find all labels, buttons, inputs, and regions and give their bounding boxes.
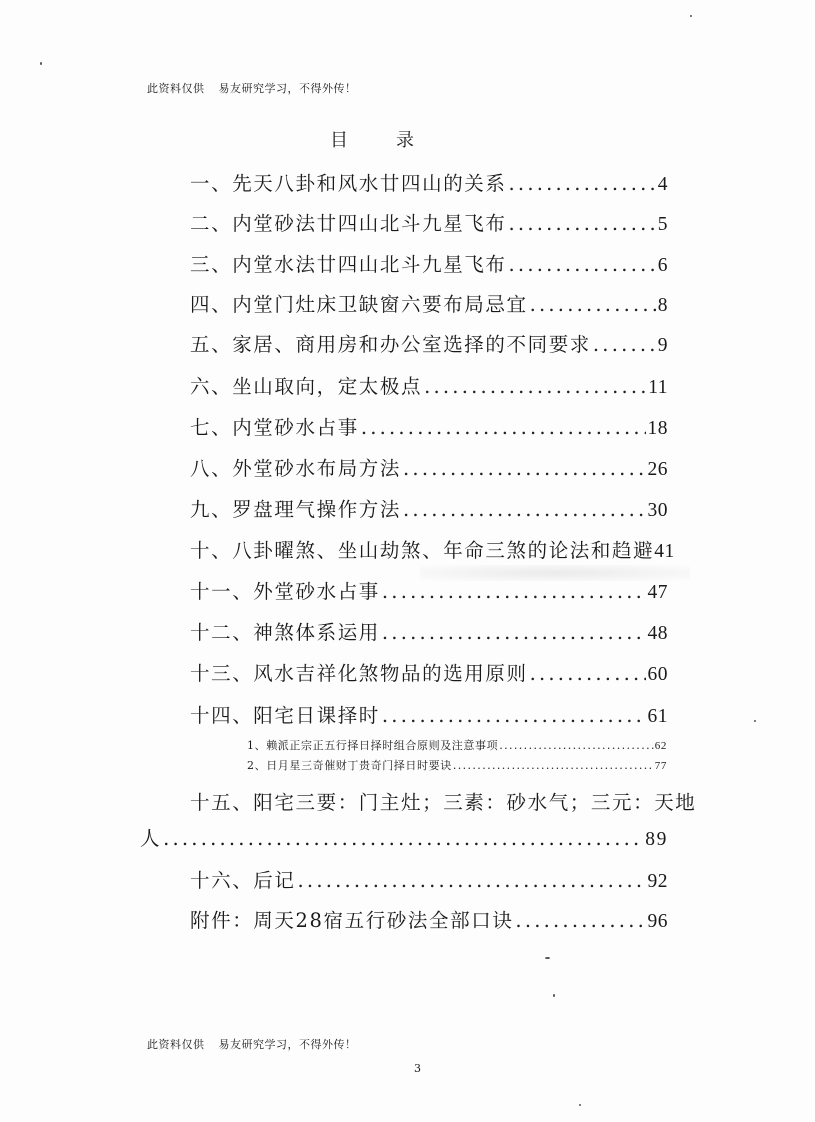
leader-dots (509, 212, 656, 235)
leader-dots (382, 621, 646, 644)
toc-entry[interactable] (190, 576, 668, 604)
toc-entry-page: 9 (657, 335, 668, 356)
leader-dots (298, 869, 646, 892)
toc-sub-entry[interactable] (247, 757, 667, 773)
toc-entry-page: 5 (657, 214, 668, 235)
toc-sub-entry[interactable] (247, 737, 667, 753)
leader-dots (424, 375, 646, 398)
footer-note-right: 易友研究学习，不得外传！ (218, 1038, 357, 1051)
toc-entry-label: 十一、外堂砂水占事 (190, 580, 380, 603)
leader-dots (361, 416, 646, 439)
leader-dots (453, 759, 654, 772)
leader-dots (530, 293, 656, 316)
scan-speck (545, 957, 550, 959)
leader-dots (382, 580, 646, 603)
leader-dots (593, 333, 656, 356)
scan-speck (754, 720, 756, 722)
toc-entry[interactable] (190, 865, 668, 893)
leader-dots (499, 739, 654, 752)
toc-title-part2: 录 (396, 130, 414, 151)
toc-entry[interactable] (190, 658, 668, 686)
toc-entry-label: 十六、后记 (190, 869, 296, 892)
toc-appendix[interactable] (190, 905, 668, 933)
toc-entry-page: 4 (657, 174, 668, 195)
header-note-left: 此资料仅供 (147, 82, 205, 95)
toc-entry-label: 十三、风水吉祥化煞物品的选用原则 (190, 662, 528, 685)
toc-entry-label: 六、坐山取向，定太极点 (190, 375, 423, 398)
header-note-right: 易友研究学习，不得外传！ (218, 82, 357, 95)
leader-dots (403, 498, 645, 521)
toc-entry[interactable] (190, 453, 668, 481)
footer-note (147, 1036, 357, 1052)
leader-dots (509, 253, 656, 276)
toc-entry[interactable] (190, 700, 668, 728)
toc-entry-page: 41 (654, 541, 675, 562)
leader-dots (515, 909, 645, 932)
toc-entry-page: 48 (647, 623, 668, 644)
toc-entry-label: 四、内堂门灶床卫缺窗六要布局忌宜 (190, 293, 528, 316)
toc-entry[interactable] (190, 329, 668, 357)
leader-dots (403, 457, 645, 480)
toc-entry[interactable] (190, 535, 690, 563)
toc-entry-label: 一、先天八卦和风水廿四山的关系 (190, 172, 507, 195)
toc-entry-label: 九、罗盘理气操作方法 (190, 498, 402, 521)
scan-speck (553, 994, 555, 997)
scan-speck (579, 1104, 581, 1106)
toc-entry-label: 七、内堂砂水占事 (190, 416, 359, 439)
toc-sub-entry-label: 2、日月星三奇催财丁贵奇门择日时要诀 (247, 759, 452, 772)
scan-speck (40, 62, 42, 65)
toc-entry-label: 十、八卦曜煞、坐山劫煞、年命三煞的论法和趋避 (190, 539, 655, 562)
toc-entry[interactable] (190, 371, 668, 399)
leader-dots (530, 662, 646, 685)
leader-dots (382, 704, 646, 727)
toc-entry-page: 30 (647, 500, 668, 521)
toc-entry[interactable] (190, 208, 668, 236)
toc-entry-page: 11 (648, 377, 668, 398)
toc-entry[interactable] (190, 249, 668, 277)
footer-note-left: 此资料仅供 (147, 1038, 205, 1051)
header-note (147, 80, 357, 96)
toc-entry[interactable] (190, 494, 668, 522)
toc-sub-entry-page: 62 (654, 740, 667, 752)
toc-entry-label: 十二、神煞体系运用 (190, 621, 380, 644)
scan-speck (690, 15, 692, 17)
toc-entry-page: 18 (647, 418, 668, 439)
toc-entry-page: 26 (647, 459, 668, 480)
toc-entry[interactable] (190, 168, 668, 196)
toc-entry-15-line1[interactable]: 十五、阳宅三要：门主灶；三素：砂水气；三元：天地 (190, 791, 697, 814)
toc-entry-page: 61 (647, 706, 668, 727)
toc-entry-label: 二、内堂砂法廿四山北斗九星飞布 (190, 212, 507, 235)
toc-entry-label: 附件：周天28宿五行砂法全部口诀 (190, 909, 514, 932)
toc-entry-label: 十四、阳宅日课择时 (190, 704, 380, 727)
toc-title (330, 126, 414, 152)
toc-entry-15-line2[interactable] (140, 823, 668, 851)
toc-sub-entry-label: 1、赖派正宗正五行择日择时组合原则及注意事项 (247, 739, 499, 752)
toc-entry-label: 人 (140, 827, 162, 850)
toc-entry-label: 三、内堂水法廿四山北斗九星飞布 (190, 253, 507, 276)
toc-entry-label: 五、家居、商用房和办公室选择的不同要求 (190, 333, 591, 356)
toc-entry[interactable] (190, 412, 668, 440)
toc-entry[interactable] (190, 289, 668, 317)
toc-entry[interactable] (190, 617, 668, 645)
toc-entry-page: 92 (647, 871, 668, 892)
toc-entry-page: 6 (657, 255, 668, 276)
toc-entry-page: 8 (657, 295, 668, 316)
toc-entry-page: 89 (645, 829, 668, 850)
page-number: 3 (414, 1062, 421, 1075)
toc-entry-page: 96 (647, 911, 668, 932)
leader-dots (509, 172, 656, 195)
toc-entry-page: 60 (647, 664, 668, 685)
toc-title-part1: 目 (330, 130, 348, 151)
toc-entry-page: 47 (647, 582, 668, 603)
leader-dots (163, 827, 643, 850)
toc-entry-label: 八、外堂砂水布局方法 (190, 457, 402, 480)
toc-sub-entry-page: 77 (654, 760, 667, 772)
